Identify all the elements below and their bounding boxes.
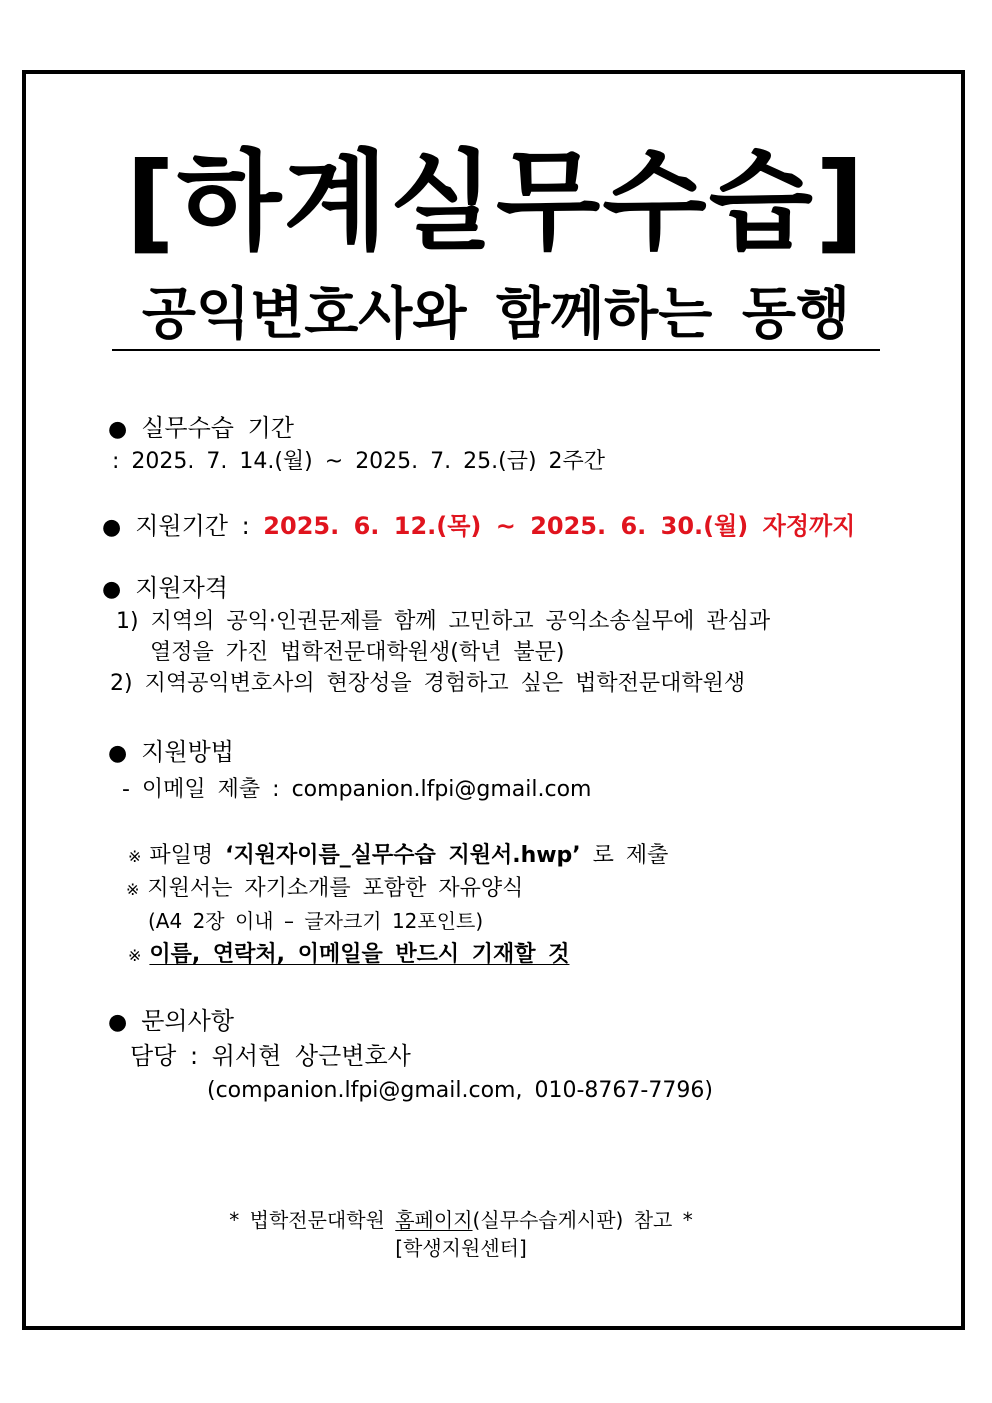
qualification-item-1-line-1: 1) 지역의 공익·인권문제를 함께 고민하고 공익소송실무에 관심과 [116, 609, 771, 634]
section-inquiry-heading: ● 문의사항 [108, 1005, 234, 1039]
section-period-heading: ● 실무수습 기간 [108, 412, 294, 446]
qualification-item-1-line-2: 열정을 가진 법학전문대학원생(학년 불문) [150, 640, 565, 665]
section-application-period [102, 510, 855, 544]
method-note-3 [128, 940, 569, 971]
page-subtitle: 공익변호사와 함께하는 동행 [141, 282, 851, 347]
period-detail: : 2025. 7. 14.(월) ~ 2025. 7. 25.(금) 2주간 [112, 449, 606, 474]
section-qualification-heading: ● 지원자격 [102, 572, 228, 606]
method-note-1: ※ 파일명 ‘지원자이름_실무수습 지원서.hwp’ 로 제출 [128, 843, 669, 868]
note-mark-icon: ※ [128, 847, 142, 866]
required-info-notice: 이름, 연락처, 이메일을 반드시 기재할 것 [149, 942, 570, 967]
footer-reference: * 법학전문대학원 홈페이지(실무수습게시판) 참고 * [229, 1208, 693, 1232]
method-note-2-detail: (A4 2장 이내 – 글자크기 12포인트) [148, 909, 484, 933]
note-mark-icon: ※ [128, 946, 142, 965]
footer-organization: [학생지원센터] [395, 1236, 527, 1260]
subtitle-underline [112, 349, 880, 351]
method-email-line: - 이메일 제출 : companion.lfpi@gmail.com [122, 777, 592, 802]
bullet-icon: ● [108, 1010, 128, 1035]
filename-format: ‘지원자이름_실무수습 지원서.hwp’ [225, 843, 581, 868]
application-period-heading: 지원기간 : [135, 512, 250, 540]
note-mark-icon: ※ [126, 880, 140, 899]
method-note-2: ※ 지원서는 자기소개를 포함한 자유양식 [126, 876, 524, 901]
page-title: [하계실무수습] [125, 140, 867, 265]
inquiry-contact-detail: (companion.lfpi@gmail.com, 010-8767-7796) [207, 1078, 713, 1103]
bullet-icon: ● [108, 417, 128, 442]
bullet-icon: ● [102, 577, 122, 602]
application-period-dates: 2025. 6. 12.(목) ~ 2025. 6. 30.(월) 자정까지 [263, 512, 856, 540]
bullet-icon: ● [102, 515, 122, 540]
section-method-heading: ● 지원방법 [108, 736, 234, 770]
qualification-item-2: 2) 지역공익변호사의 현장성을 경험하고 싶은 법학전문대학원생 [110, 671, 746, 696]
bullet-icon: ● [108, 741, 128, 766]
inquiry-contact: 담당 : 위서현 상근변호사 [130, 1042, 411, 1070]
homepage-link[interactable]: 홈페이지 [395, 1208, 473, 1232]
